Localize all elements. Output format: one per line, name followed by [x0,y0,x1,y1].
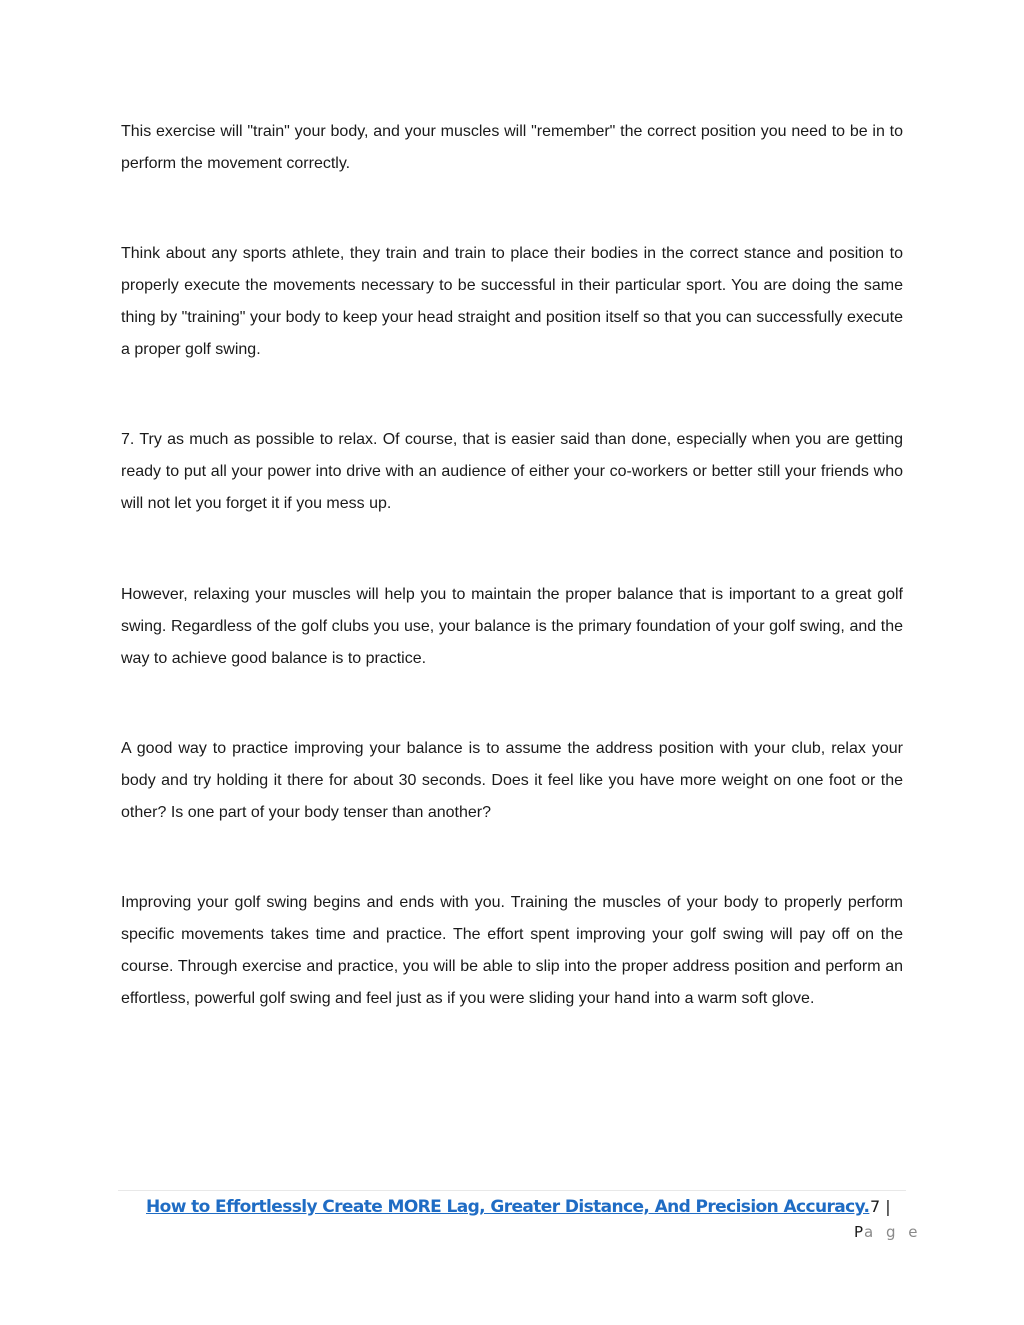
footer-title-link[interactable]: How to Effortlessly Create MORE Lag, Greater Distance, And Precision Accuracy. [146,1197,870,1217]
paragraph-practice-balance: A good way to practice improving your balance is to assume the address position with your club, relax your body and try holding it there for about 30 seconds. Does it feel like you have more weight on one foot or the other? Is one part of your body tenser than another? [121,740,903,821]
footer-page-label [854,1220,922,1244]
footer-page-label-rest: a g e [864,1223,922,1241]
paragraph-relax-tip: 7. Try as much as possible to relax. Of course, that is easier said than done, especially when you are getting ready to put all your power into drive with an audience of either your co-workers or better still your friends who will not let you forget it if you mess up. [121,431,903,512]
paragraph-sports-athlete: Think about any sports athlete, they train and train to place their bodies in the correct stance and position to properly execute the movements necessary to be successful in their particular sport. You are doing the same thing by "training" your body to keep your head straight and position itself so that you can successfully execute a proper golf swing. [121,245,903,358]
footer-page-label-first: P [854,1223,865,1241]
paragraph-train-body: This exercise will "train" your body, and your muscles will "remember" the correct position you need to be in to perform the movement correctly. [121,123,903,172]
footer-divider [118,1190,906,1191]
paragraph-balance: However, relaxing your muscles will help you to maintain the proper balance that is important to a great golf swing. Regardless of the golf clubs you use, your balance is the primary foundation of your golf swing, and the way to achieve good balance is to practice. [121,586,903,667]
paragraph-improving-swing: Improving your golf swing begins and ends with you. Training the muscles of your body to properly perform specific movements takes time and practice. The effort spent improving your golf swing will pay off on the course. Through exercise and practice, you will be able to slip into the proper address position and perform an effortless, powerful golf swing and feel just as if you were sliding your hand into a warm soft glove. [121,894,903,1007]
footer-page-number: 7 | [870,1197,891,1216]
